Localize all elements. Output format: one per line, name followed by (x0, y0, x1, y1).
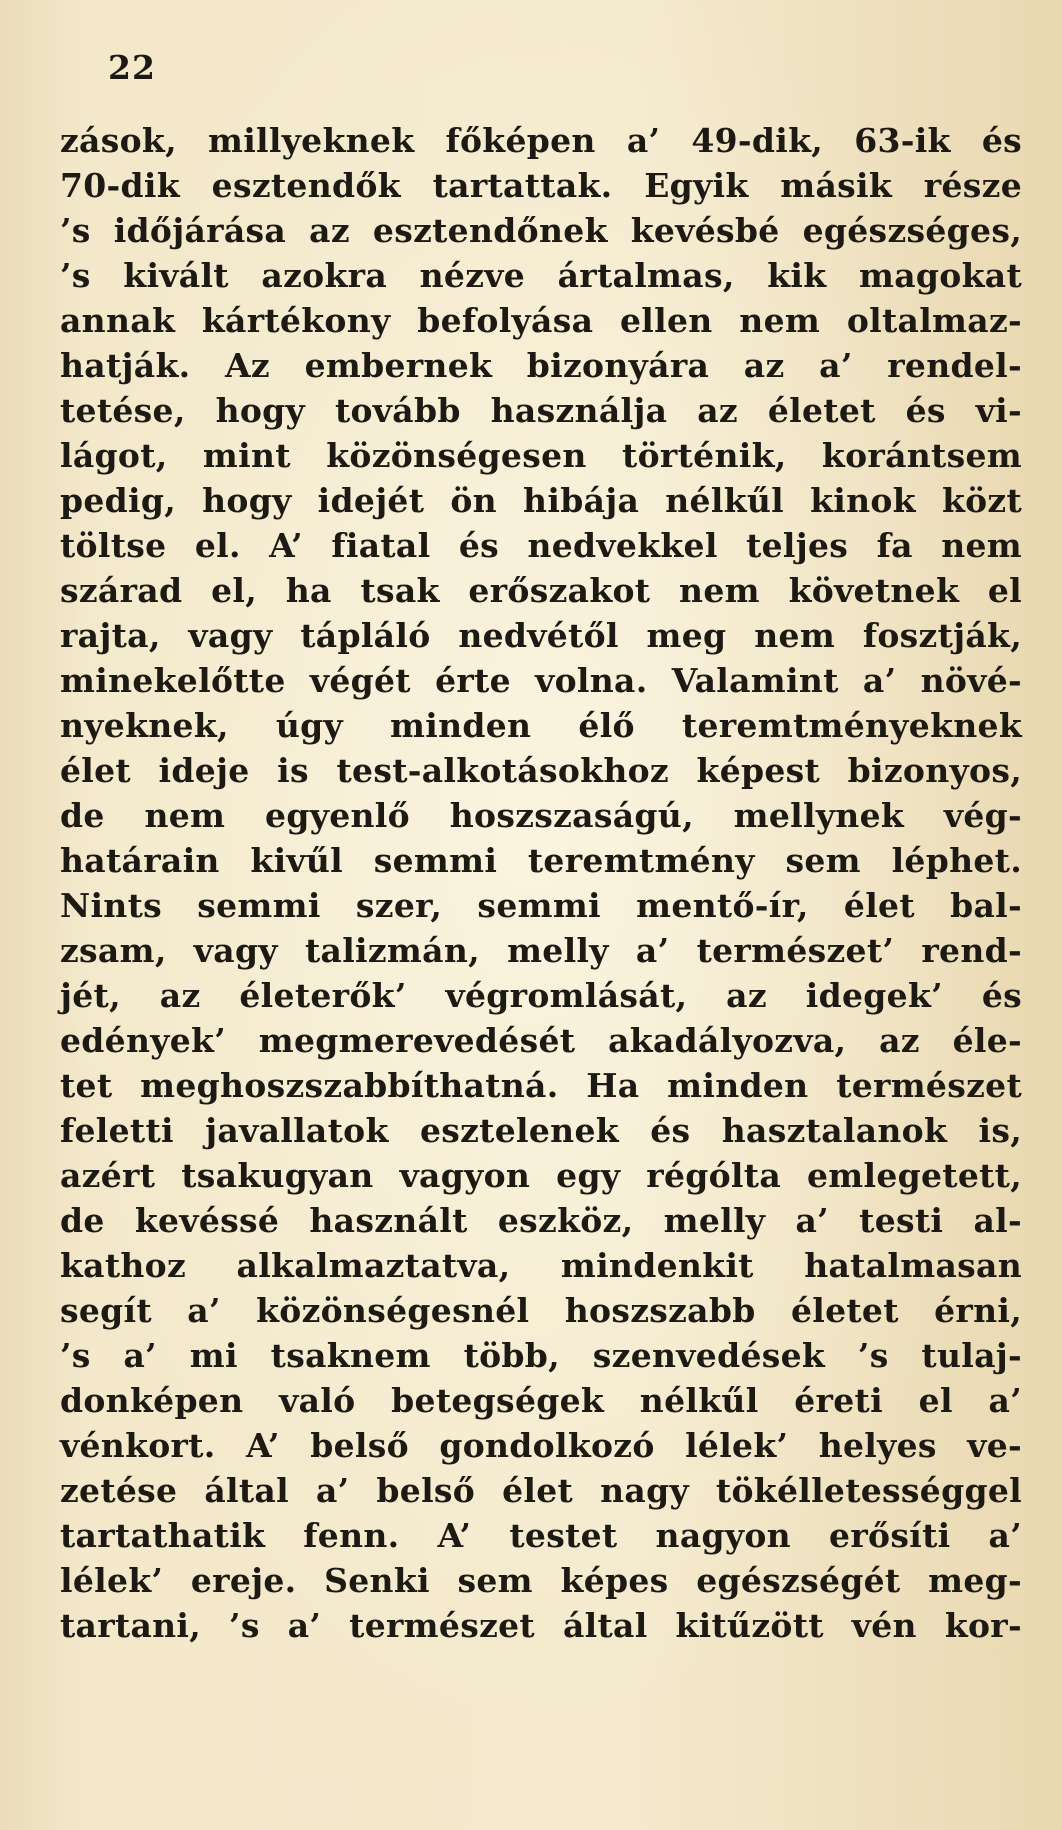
text-line: ’s kivált azokra nézve ártalmas, kik magokat (60, 256, 1022, 295)
text-line: donképen való betegségek nélkűl éreti el a’ (60, 1381, 1022, 1420)
text-line: rajta, vagy tápláló nedvétől meg nem fosztják, (60, 616, 1022, 655)
text-line: kathoz alkalmaztatva, mindenkit hatalmasan (60, 1246, 1022, 1285)
text-line: ’s a’ mi tsaknem több, szenvedések ’s tulaj- (60, 1336, 1022, 1375)
text-line: zások, millyeknek főképen a’ 49-dik, 63-ik és (60, 121, 1022, 160)
text-line: tetése, hogy tovább használja az életet és vi- (60, 391, 1022, 430)
text-line: élet ideje is test-alkotásokhoz képest bizonyos, (60, 751, 1022, 790)
text-line: tartathatik fenn. A’ testet nagyon erősíti a’ (60, 1516, 1022, 1555)
text-line: lélek’ ereje. Senki sem képes egészségét meg- (60, 1561, 1022, 1600)
text-line: feletti javallatok esztelenek és hasztalanok is, (60, 1111, 1022, 1150)
body-text (60, 118, 1022, 1648)
text-line: edények’ megmerevedését akadályozva, az éle- (60, 1021, 1022, 1060)
text-line: jét, az életerők’ végromlását, az idegek’ és (60, 976, 1022, 1015)
text-line: ’s időjárása az esztendőnek kevésbé egészséges, (60, 211, 1022, 250)
text-line: hatják. Az embernek bizonyára az a’ rendel- (60, 346, 1022, 385)
text-line: minekelőtte végét érte volna. Valamint a’ növé- (60, 661, 1022, 700)
text-line: tet meghoszszabbíthatná. Ha minden természet (60, 1066, 1022, 1105)
text-line: lágot, mint közönségesen történik, korántsem (60, 436, 1022, 475)
text-line: azért tsakugyan vagyon egy régólta emlegetett, (60, 1156, 1022, 1195)
text-line: Nints semmi szer, semmi mentő-ír, élet bal- (60, 886, 1022, 925)
text-line: tartani, ’s a’ természet által kitűzött vén kor- (60, 1606, 1022, 1645)
text-line: határain kivűl semmi teremtmény sem léphet. (60, 841, 1022, 880)
text-line: nyeknek, úgy minden élő teremtményeknek (60, 706, 1022, 745)
page-number: 22 (108, 48, 156, 87)
text-line: 70-dik esztendők tartattak. Egyik másik része (60, 166, 1022, 205)
text-line: vénkort. A’ belső gondolkozó lélek’ helyes ve- (60, 1426, 1022, 1465)
text-line: pedig, hogy idejét ön hibája nélkűl kinok közt (60, 481, 1022, 520)
text-line: zetése által a’ belső élet nagy tökélletességgel (60, 1471, 1022, 1510)
text-line: szárad el, ha tsak erőszakot nem követnek el (60, 571, 1022, 610)
text-line: segít a’ közönségesnél hoszszabb életet érni, (60, 1291, 1022, 1330)
text-line: de nem egyenlő hoszszaságú, mellynek vég- (60, 796, 1022, 835)
text-line: de kevéssé használt eszköz, melly a’ testi al- (60, 1201, 1022, 1240)
text-line: töltse el. A’ fiatal és nedvekkel teljes fa nem (60, 526, 1022, 565)
text-line: annak kártékony befolyása ellen nem oltalmaz- (60, 301, 1022, 340)
text-line: zsam, vagy talizmán, melly a’ természet’ rend- (60, 931, 1022, 970)
